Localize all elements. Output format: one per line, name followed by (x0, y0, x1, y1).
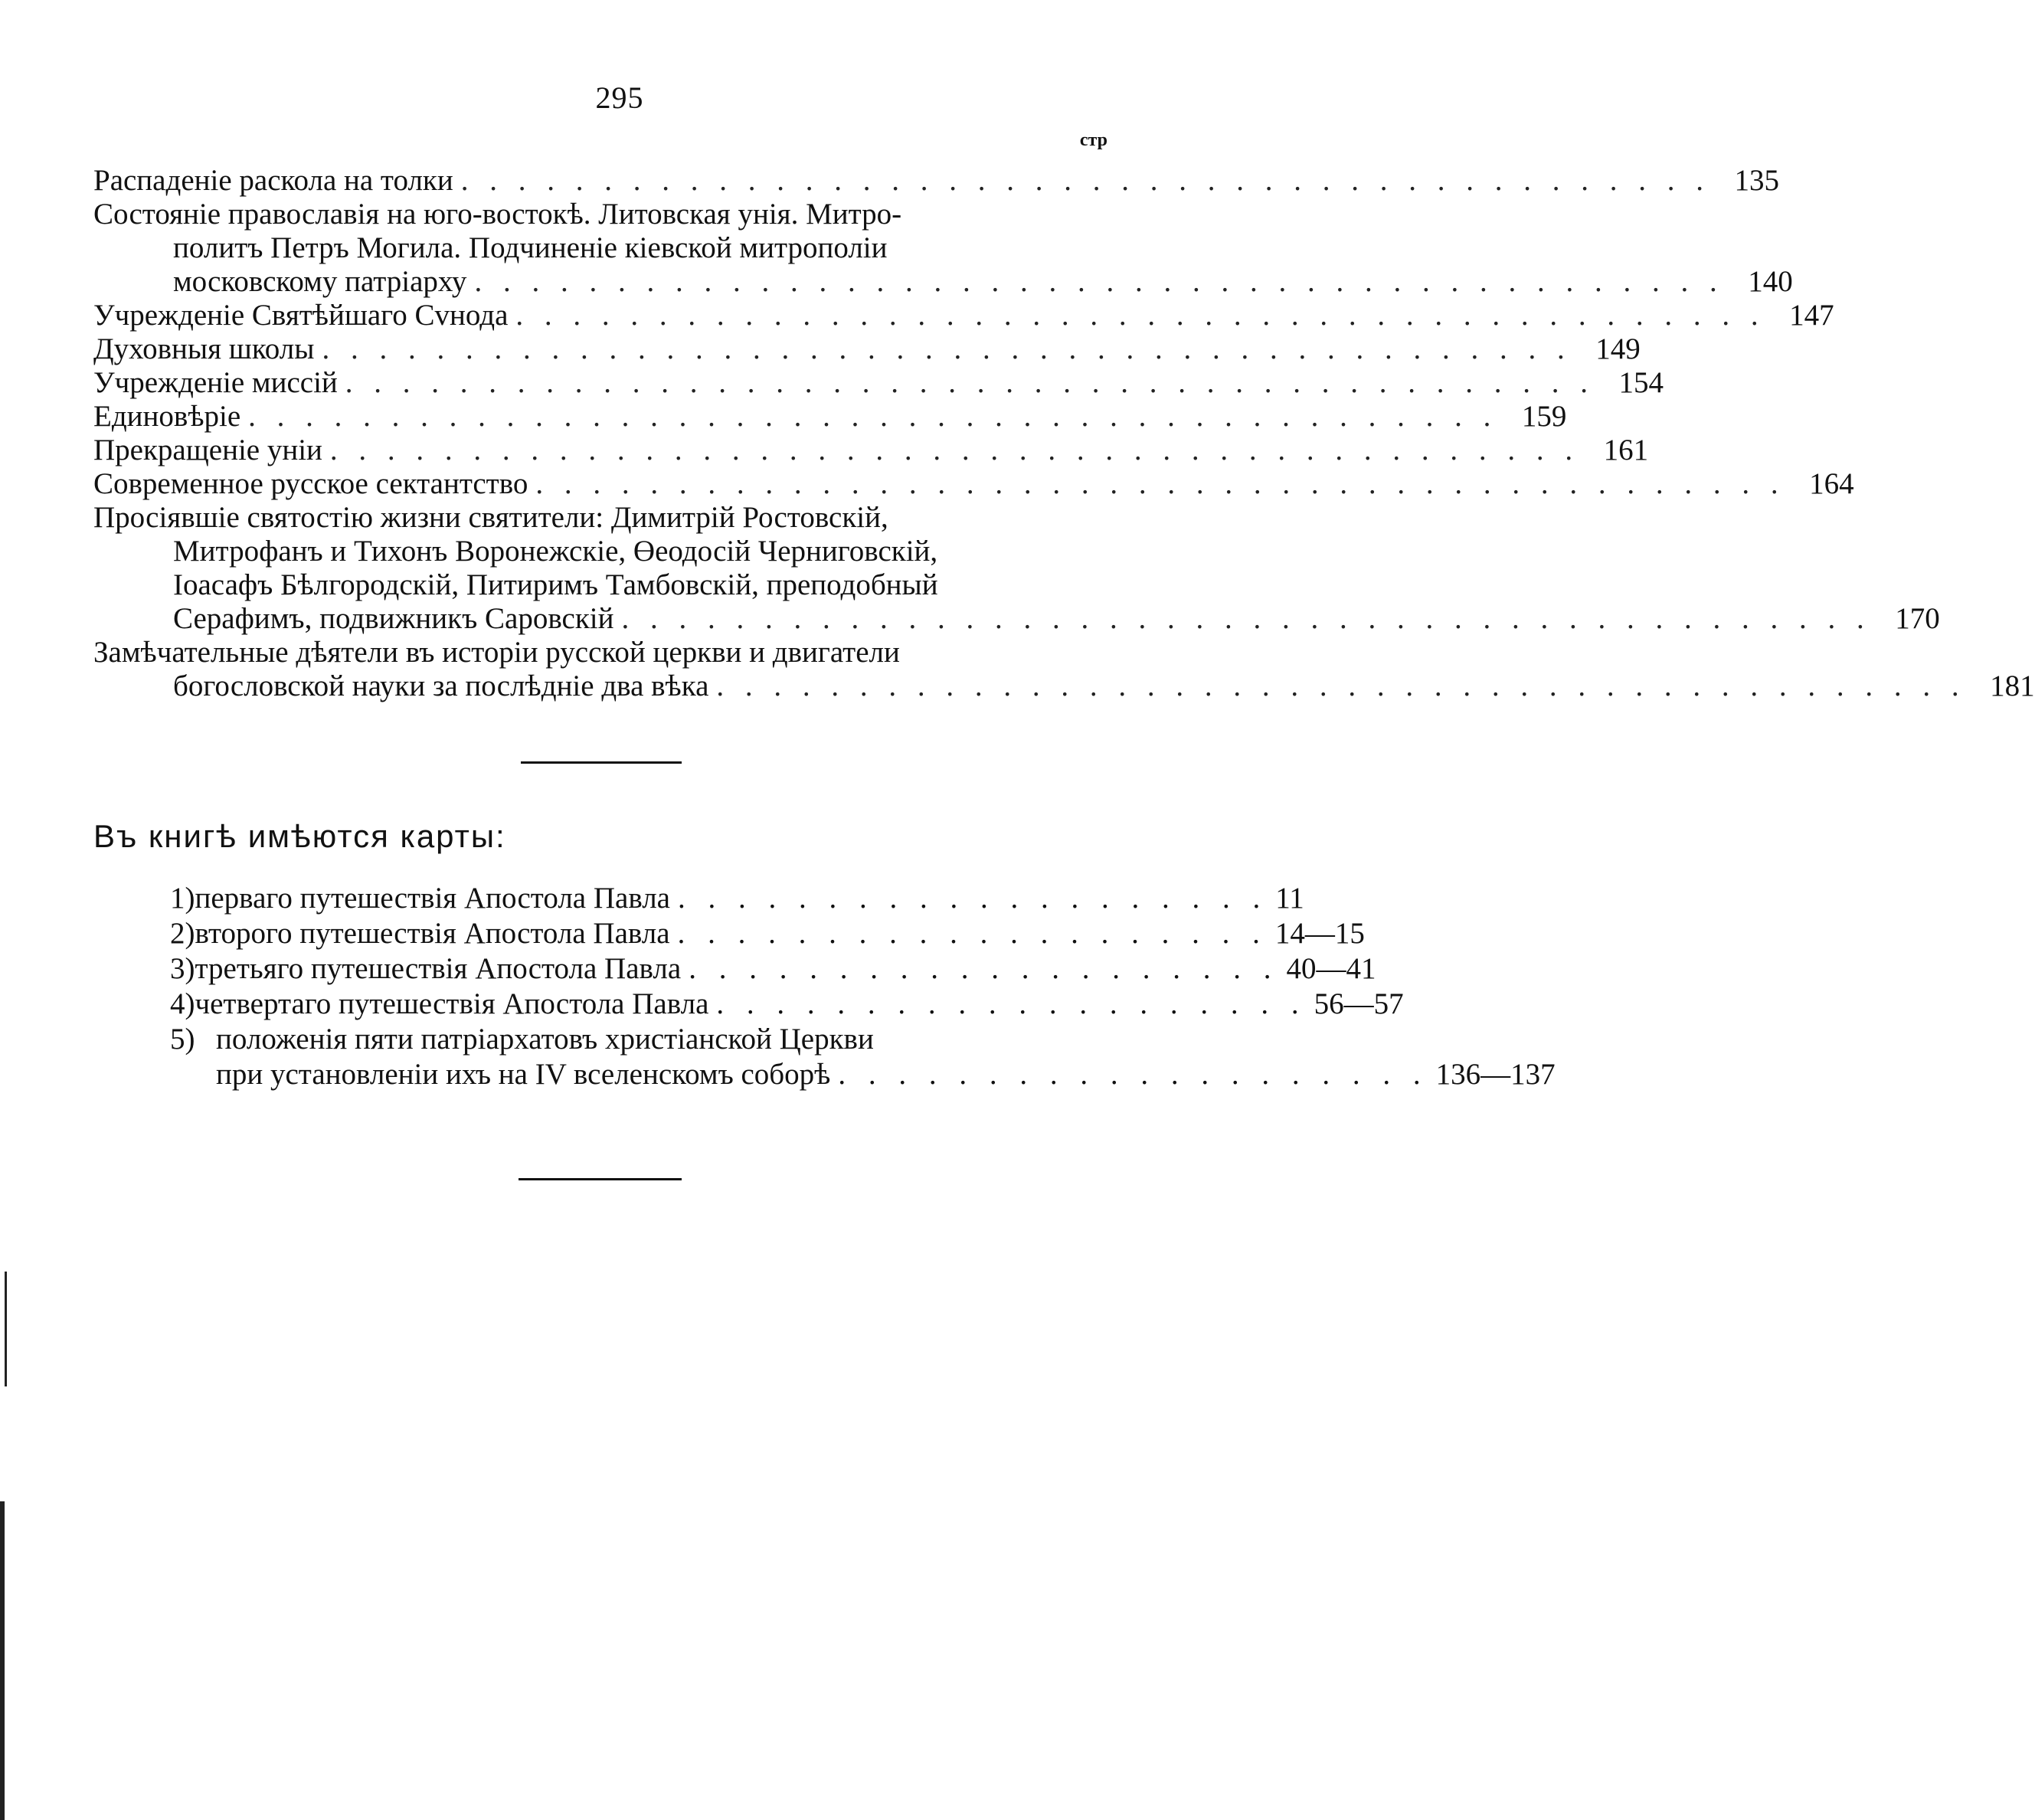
toc-entry-title: Замѣчательные дѣятели въ исторіи русской церкви и двигатели (93, 636, 900, 669)
map-item-number: 1) (170, 882, 195, 915)
dot-leader: . . . . . . . . . . . . . . . . . . . . (678, 882, 1268, 915)
map-item-continued (170, 1057, 1556, 1092)
dot-leader: . . . . . . . . . . . . . . . . . . . . (716, 987, 1307, 1020)
map-item-title-continued: при установленіи ихъ на IV вселенскомъ соборѣ (216, 1058, 831, 1091)
dot-leader: . . . . . . . . . . . . . . . . . . . . . . . . . . . . . . . . . . . . . . . . . . . . (329, 434, 1580, 466)
toc-page-number: 159 (1521, 400, 1567, 433)
map-item-title: перваго путешествія Апостола Павла (195, 882, 670, 915)
page-column-header: стр (1079, 130, 1107, 150)
toc-entry-title: Состояніе православія на юго-востокѣ. Литовская унія. Митро- (93, 198, 902, 231)
toc-entry-title: Учрежденіе миссій (93, 366, 338, 399)
toc-page-number: 140 (1748, 265, 1793, 298)
toc-page-number: 170 (1895, 602, 1940, 635)
toc-entry-title: Просіявшіе святостію жизни святители: Димитрій Ростовскій, (93, 501, 888, 534)
toc-page-number: 181 (1990, 669, 2035, 702)
map-item-pages: 40—41 (1286, 952, 1376, 985)
map-item (170, 881, 1304, 916)
maps-list (170, 881, 1556, 1092)
dot-leader: . . . . . . . . . . . . . . . . . . . . (689, 952, 1279, 985)
scan-margin-mark (5, 1272, 7, 1386)
dot-leader: . . . . . . . . . . . . . . . . . . . . . . . . . . . . . . . . . . . . . . . . . . . . (460, 164, 1710, 197)
map-item (170, 1022, 1112, 1057)
map-item-number: 5) (170, 1023, 195, 1056)
toc-entry-title: Прекращеніе уніи (93, 434, 322, 466)
dot-leader: . . . . . . . . . . . . . . . . . . . . . . . . . . . . . . . . . . . . . . . . . . . . (535, 467, 1785, 500)
toc-entry-title-continued: московскому патріарху (173, 265, 467, 298)
dot-leader: . . . . . . . . . . . . . . . . . . . . . . . . . . . . . . . . . . . . . . . . . . . . (621, 602, 1871, 635)
dot-leader: . . . . . . . . . . . . . . . . . . . . (677, 917, 1268, 950)
map-item-pages: 136—137 (1435, 1058, 1556, 1091)
toc-entry (93, 366, 1664, 400)
toc-entry-title-continued: Митрофанъ и Тихонъ Воронежскіе, Өеодосій Черниговскій, (173, 535, 938, 568)
map-item-title: положенія пяти патріархатовъ христіанской Церкви (216, 1023, 874, 1056)
page-number: 295 (595, 80, 644, 115)
table-of-contents (93, 164, 2035, 703)
map-item-pages: 14—15 (1274, 917, 1365, 950)
toc-entry-title-continued: Серафимъ, подвижникъ Саровскій (173, 602, 614, 635)
toc-entry-title-continued: богословской науки за послѣдніе два вѣка (173, 669, 709, 702)
toc-entry-title: Учрежденіе Святѣйшаго Сvнода (93, 299, 509, 332)
map-item (170, 987, 1404, 1022)
toc-entry (93, 434, 1649, 467)
toc-entry (93, 299, 1834, 332)
toc-entry (93, 198, 1793, 299)
dot-leader: . . . . . . . . . . . . . . . . . . . . . . . . . . . . . . . . . . . . . . . . . . . . (716, 669, 1966, 702)
toc-entry (93, 636, 2035, 703)
dot-leader: . . . . . . . . . . . . . . . . . . . . . . . . . . . . . . . . . . . . . . . . . . . . (345, 366, 1595, 399)
map-item (170, 916, 1365, 951)
map-item-pages: 11 (1275, 882, 1304, 915)
toc-page-number: 154 (1618, 366, 1664, 399)
toc-entry-title: Распаденіе раскола на толки (93, 164, 453, 197)
map-item (170, 951, 1376, 987)
toc-page-number: 135 (1734, 164, 1779, 197)
map-item-number: 3) (170, 952, 195, 985)
map-item-number: 4) (170, 987, 195, 1020)
scan-margin-mark (0, 1501, 5, 1820)
toc-entry (93, 501, 1940, 636)
dot-leader: . . . . . . . . . . . . . . . . . . . . . . . . . . . . . . . . . . . . . . . . . . . . (474, 265, 1724, 298)
toc-page-number: 149 (1595, 332, 1641, 365)
toc-entry-title: Современное русское сектантство (93, 467, 528, 500)
dot-leader: . . . . . . . . . . . . . . . . . . . . (838, 1058, 1428, 1091)
toc-page-number: 164 (1809, 467, 1854, 500)
section-divider (521, 761, 682, 764)
toc-entry (93, 164, 1779, 198)
toc-entry (93, 332, 1641, 366)
toc-entry-title-continued: Іоасафъ Бѣлгородскій, Питиримъ Тамбовскій, преподобный (173, 568, 938, 601)
toc-entry (93, 400, 1567, 434)
toc-entry-title: Единовѣріе (93, 400, 241, 433)
toc-page-number: 161 (1603, 434, 1649, 466)
toc-entry (93, 467, 1854, 501)
toc-entry-title: Духовныя школы (93, 332, 315, 365)
dot-leader: . . . . . . . . . . . . . . . . . . . . . . . . . . . . . . . . . . . . . . . . . . . . (515, 299, 1765, 332)
map-item-title: четвертаго путешествія Апостола Павла (195, 987, 709, 1020)
dot-leader: . . . . . . . . . . . . . . . . . . . . . . . . . . . . . . . . . . . . . . . . . . . . (322, 332, 1572, 365)
toc-entry-title-continued: политъ Петръ Могила. Подчиненіе кіевской митрополіи (173, 231, 888, 264)
end-divider (519, 1178, 682, 1180)
maps-heading: Въ книгѣ имѣются карты: (93, 818, 506, 854)
map-item-title: третьяго путешествія Апостола Павла (195, 952, 682, 985)
map-item-number: 2) (170, 917, 195, 950)
map-item-title: второго путешествія Апостола Павла (195, 917, 670, 950)
dot-leader: . . . . . . . . . . . . . . . . . . . . . . . . . . . . . . . . . . . . . . . . . . . . (248, 400, 1498, 433)
toc-page-number: 147 (1789, 299, 1834, 332)
map-item-pages: 56—57 (1314, 987, 1404, 1020)
